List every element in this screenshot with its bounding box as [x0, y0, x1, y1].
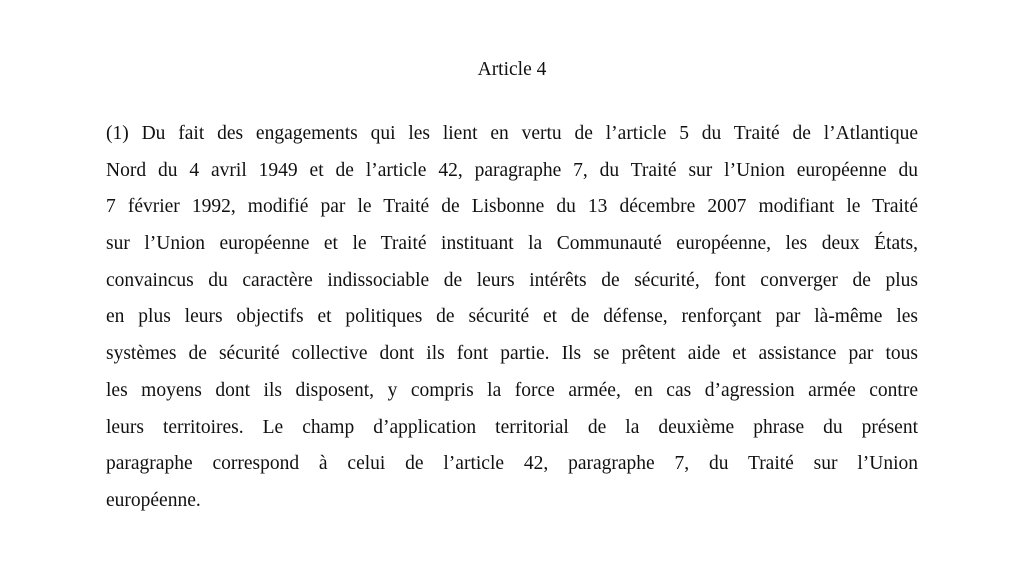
- paragraph-line-1: (1) Du fait des engagements qui les lient en vertu de l’article 5 du Traité de l’Atlantique: [106, 123, 918, 144]
- paragraph-line-6: en plus leurs objectifs et politiques de sécurité et de défense, renforçant par là-même les: [106, 306, 918, 328]
- paragraph-line-4: sur l’Union européenne et le Traité instituant la Communauté européenne, les deux États,: [106, 233, 918, 255]
- paragraph-line-2: Nord du 4 avril 1949 et de l’article 42, paragraphe 7, du Traité sur l’Union européenne du: [106, 159, 918, 181]
- article-title: Article 4: [477, 59, 547, 80]
- paragraph-line-3: 7 février 1992, modifié par le Traité de Lisbonne du 13 décembre 2007 modifiant le Traité: [106, 196, 918, 218]
- paragraph-line-10: paragraphe correspond à celui de l’article 42, paragraphe 7, du Traité sur l’Union: [106, 453, 918, 475]
- paragraph-line-9: leurs territoires. Le champ d’application territorial de la deuxième phrase du présent: [106, 416, 918, 438]
- paragraph-line-7: systèmes de sécurité collective dont ils font partie. Ils se prêtent aide et assistance par tous: [106, 343, 918, 365]
- paragraph-line-5: convaincus du caractère indissociable de leurs intérêts de sécurité, font converger de plus: [106, 269, 918, 291]
- paragraph-line-11: européenne.: [106, 489, 201, 511]
- article-paragraph: [106, 116, 918, 520]
- paragraph-line-8: les moyens dont ils disposent, y compris la force armée, en cas d’agression armée contre: [106, 379, 918, 401]
